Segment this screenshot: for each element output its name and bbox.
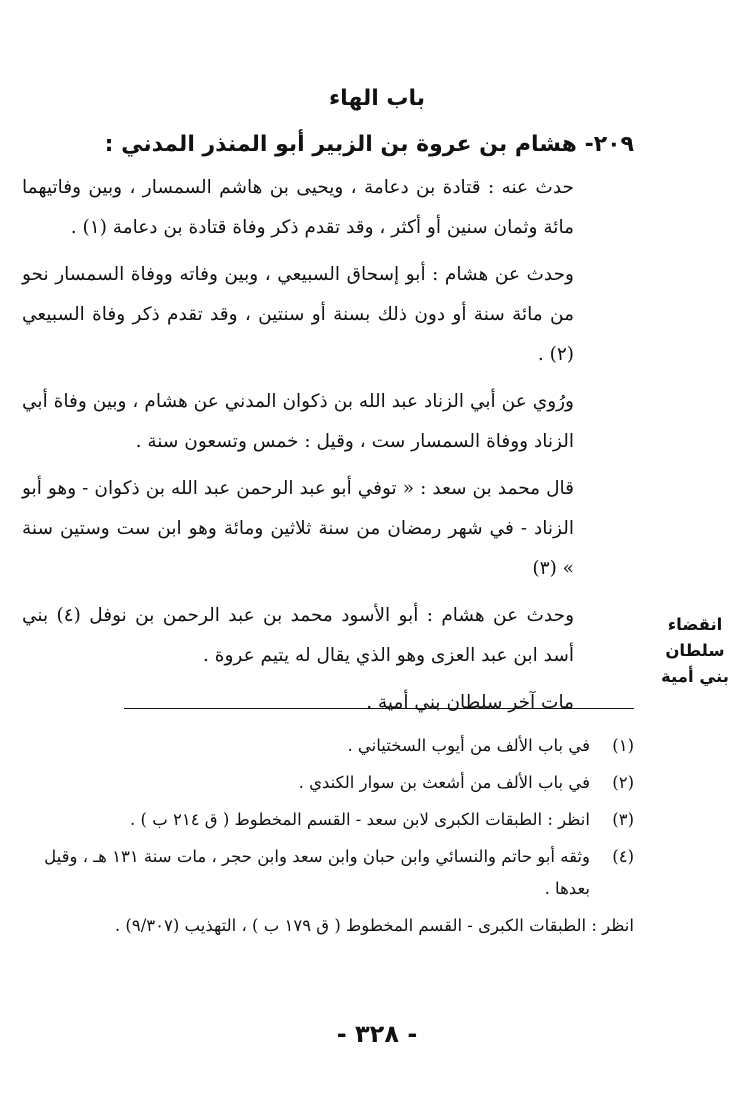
footnote-text: في باب الألف من أشعث بن سوار الكندي . (298, 773, 590, 792)
footnote-text: في باب الألف من أيوب السختياني . (347, 736, 590, 755)
main-text (22, 168, 634, 730)
paragraph: ورُوي عن أبي الزناد عبد الله بن ذكوان المدني عن هشام ، وبين وفاة أبي الزناد ووفاة السمسار ست ، وقيل : خمس وتسعون سنة . (22, 391, 574, 452)
footnote-reference: انظر : الطبقات الكبرى - القسم المخطوط ( ق ١٧٩ ب ) ، التهذيب (٩/٣٠٧) . (114, 916, 634, 935)
footnote-number: (٣) (612, 810, 634, 829)
paragraph: وحدث عن هشام : أبو إسحاق السبيعي ، وبين وفاته ووفاة السمسار نحو من مائة سنة أو دون ذلك بسنة أو سنتين ، وقد تقدم ذكر وفاة السبيعي (٢) . (22, 264, 574, 365)
footnote-divider (124, 708, 634, 709)
paragraph: وحدث عن هشام : أبو الأسود محمد بن عبد الرحمن بن نوفل (٤) بني أسد ابن عبد العزى وهو الذي يقال له يتيم عروة . (22, 605, 574, 666)
page-number: - ٣٢٨ - (336, 1020, 418, 1048)
paragraph: مات آخر سلطان بني أمية . (366, 692, 574, 713)
footnote-number: (٢) (612, 773, 634, 792)
footnotes (22, 730, 634, 942)
section-title: باب الهاء (328, 86, 426, 111)
paragraph: قال محمد بن سعد : « توفي أبو عبد الرحمن عبد الله بن ذكوان - وهو أبو الزناد - في شهر رمضان من سنة ثلاثين ومائة وهو ابن ست وستين سنة » (٣) (22, 478, 574, 579)
footnote-item (22, 804, 634, 836)
footnote-item (22, 730, 634, 762)
entry-title: ٢٠٩- هشام بن عروة بن الزبير أبو المنذر المدني : (104, 132, 634, 157)
footnote-item (22, 767, 634, 799)
margin-note: انقضاء سلطان بني أمية (661, 615, 729, 686)
footnote-text: انظر : الطبقات الكبرى لابن سعد - القسم المخطوط ( ق ٢١٤ ب ) . (130, 810, 590, 829)
footnote-number: (١) (612, 736, 634, 755)
paragraph: حدث عنه : قتادة بن دعامة ، ويحيى بن هاشم السمسار ، وبين وفاتيهما مائة وثمان سنين أو أكثر ، وقد تقدم ذكر وفاة قتادة بن دعامة (١) . (22, 177, 574, 238)
footnote-number: (٤) (612, 847, 634, 866)
footnote-text: وثقه أبو حاتم والنسائي وابن حبان وابن سعد وابن حجر ، مات سنة ١٣١ هـ ، وقيل بعدها . (44, 847, 590, 898)
footnote-item (22, 841, 634, 905)
